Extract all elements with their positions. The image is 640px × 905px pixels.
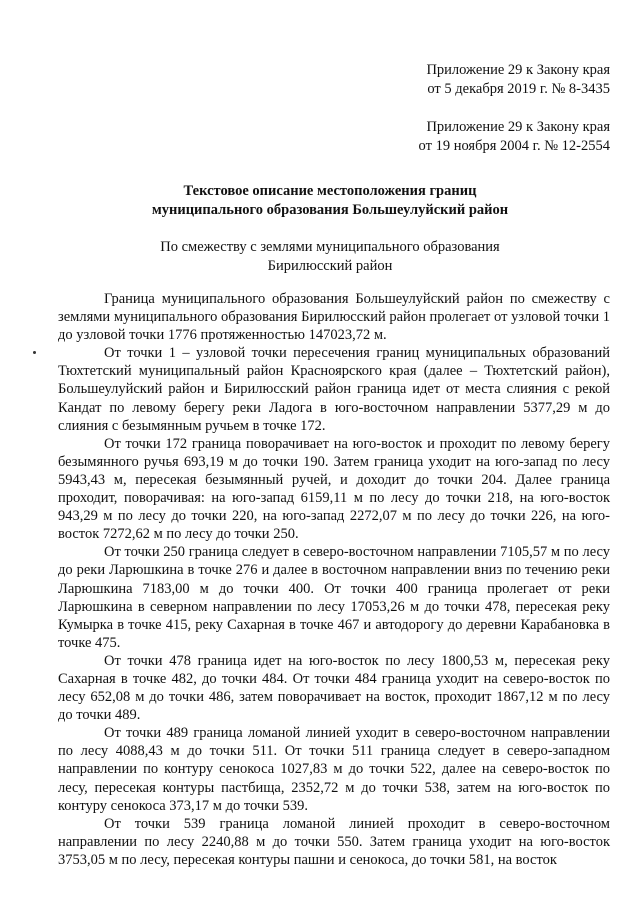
document-body — [58, 290, 610, 869]
document-title — [60, 182, 600, 220]
scan-speck — [33, 351, 36, 354]
annex-old-line2: от 19 ноября 2004 г. № 12-2554 — [418, 138, 610, 154]
paragraph: От точки 489 граница ломаной линией уходит в северо-восточном направлении по лесу 4088,43 м до точки 511. От точки 511 граница следует в северо-западном направлении по контуру сенокоса 1027,83 м до точки 522, далее на северо-восток по лесу, пересекая контуры пастбища, 2352,72 м до точки 538, затем на юго-восток по контуру сенокоса 373,17 м до точки 539. — [58, 725, 610, 814]
subtitle-line2: Бирилюсский район — [267, 258, 393, 274]
section-subtitle — [60, 238, 600, 276]
annex-old-line1: Приложение 29 к Закону края — [426, 119, 610, 135]
annex-reference-new — [426, 61, 610, 99]
title-line2: муниципального образования Большеулуйский район — [151, 202, 509, 218]
paragraph: Граница муниципального образования Большеулуйский район по смежеству с землями муниципального образования Бирилюсский район пролегает от узловой точки 1 до узловой точки 1776 протяженностью 147023,72 м. — [58, 291, 610, 344]
paragraph: От точки 1 – узловой точки пересечения границ муниципальных образований Тюхтетский муниципальный район Красноярского края (далее – Тюхтетский район), Большеулуйский район и Бирилюсский район граница идет от места слияния с рекой Кандат по левому берегу реки Ладога в юго-восточном направлении 5377,29 м до слияния с безымянным ручьем в точке 172. — [58, 345, 610, 434]
paragraph: От точки 172 граница поворачивает на юго-восток и проходит по левому берегу безымянного ручья 693,19 м до точки 190. Затем граница уходит на юго-запад по лесу 5943,43 м, пересекая безымянный ручей, и доходит до точки 204. Далее граница проходит, поворачивая: на юго-запад 6159,11 м по лесу до точки 218, на юго-восток 943,29 м по лесу до точки 220, на юго-запад 2272,07 м по лесу до точки 226, на юго-восток 7272,62 м по лесу до точки 250. — [58, 435, 610, 543]
title-line1: Текстовое описание местоположения границ — [183, 183, 477, 199]
paragraph: От точки 250 граница следует в северо-восточном направлении 7105,57 м по лесу до реки Ларюшкина в точке 276 и далее в восточном направлении вниз по течению реки Ларюшкина 7183,00 м до точки 400. От точки 400 граница пролегает от реки Ларюшкина в северном направлении по лесу 17053,26 м до точки 478, пересекая реку Кумырка в точке 415, реку Сахарная в точке 467 и автодорогу до деревни Карабановка в точке 475. — [58, 544, 610, 651]
annex-reference-old — [419, 118, 610, 156]
paragraph: От точки 478 граница идет на юго-восток по лесу 1800,53 м, пересекая реку Сахарная в точке 482, до точки 484. От точки 484 граница уходит на северо-восток по лесу 652,08 м до точки 486, затем поворачивает на восток, проходит 1867,12 м по лесу до точки 489. — [58, 652, 610, 724]
annex-new-line2: от 5 декабря 2019 г. № 8-3435 — [427, 81, 610, 97]
paragraph: От точки 539 граница ломаной линией проходит в северо-восточном направлении по лесу 2240,88 м до точки 550. Затем граница уходит на юго-восток 3753,05 м по лесу, пересекая контуры пашни и сенокоса, до точки 581, на восток — [58, 815, 610, 868]
annex-new-line1: Приложение 29 к Закону края — [426, 62, 610, 78]
subtitle-line1: По смежеству с землями муниципального образования — [160, 239, 500, 255]
